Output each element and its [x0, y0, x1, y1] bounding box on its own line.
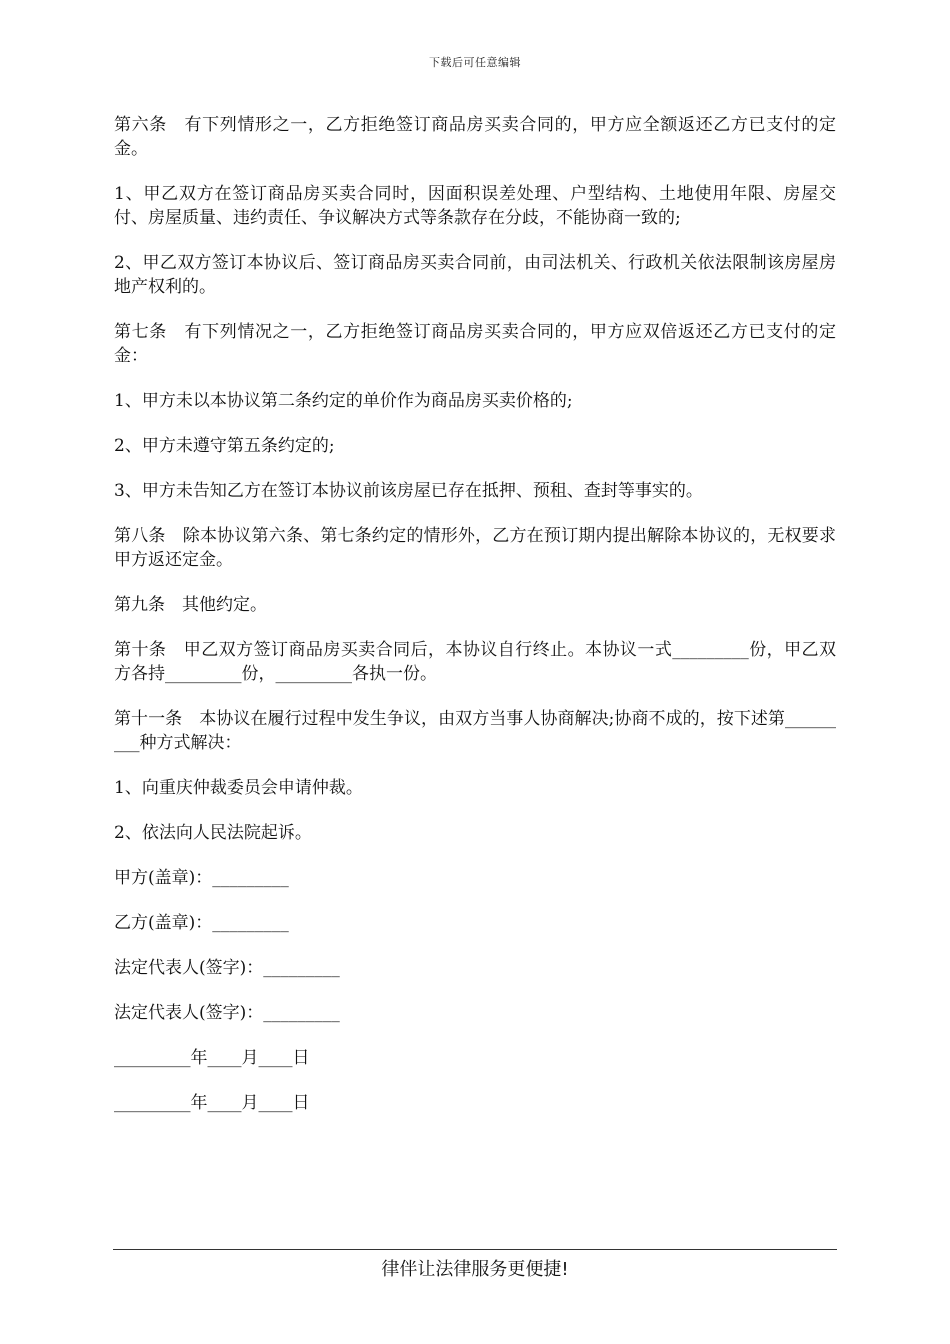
footer-slogan: 律伴让法律服务更便捷!: [381, 1259, 569, 1280]
footer-divider: [113, 1249, 837, 1250]
document-body: [114, 113, 836, 1136]
article-7-item-1: 1、甲方未以本协议第二条约定的单价作为商品房买卖价格的;: [114, 391, 573, 411]
article-7-paragraph: 第七条 有下列情况之一，乙方拒绝签订商品房买卖合同的，甲方应双倍返还乙方已支付的定金：: [114, 322, 836, 366]
legal-rep-signature-line-2: 法定代表人(签字)：_________: [114, 1003, 340, 1023]
article-10-paragraph: 第十条 甲乙双方签订商品房买卖合同后，本协议自行终止。本协议一式_________份，甲乙双方各持_________份，_________各执一份。: [114, 640, 836, 684]
date-line-2: _________年____月____日: [114, 1093, 310, 1113]
article-6-paragraph: 第六条 有下列情形之一，乙方拒绝签订商品房买卖合同的，甲方应全额返还乙方已支付的定金。: [114, 115, 836, 159]
article-8-paragraph: 第八条 除本协议第六条、第七条约定的情形外，乙方在预订期内提出解除本协议的，无权要求甲方返还定金。: [114, 526, 836, 570]
party-b-seal-line: 乙方(盖章)：_________: [114, 913, 289, 933]
date-line-1: _________年____月____日: [114, 1048, 310, 1068]
article-11-paragraph: 第十一条 本协议在履行过程中发生争议，由双方当事人协商解决;协商不成的，按下述第_________种方式解决：: [114, 709, 836, 753]
party-a-seal-line: 甲方(盖章)：_________: [114, 868, 289, 888]
article-6-item-2: 2、甲乙双方签订本协议后、签订商品房买卖合同前，由司法机关、行政机关依法限制该房屋房地产权利的。: [114, 253, 836, 297]
download-note: 下载后可任意编辑: [429, 56, 521, 69]
article-7-item-3: 3、甲方未告知乙方在签订本协议前该房屋已存在抵押、预租、查封等事实的。: [114, 481, 703, 501]
legal-rep-signature-line-1: 法定代表人(签字)：_________: [114, 958, 340, 978]
article-6-item-1: 1、甲乙双方在签订商品房买卖合同时，因面积误差处理、户型结构、土地使用年限、房屋交付、房屋质量、违约责任、争议解决方式等条款存在分歧，不能协商一致的;: [114, 184, 836, 228]
article-11-item-1: 1、向重庆仲裁委员会申请仲裁。: [114, 778, 363, 798]
article-9-paragraph: 第九条 其他约定。: [114, 595, 267, 615]
article-7-item-2: 2、甲方未遵守第五条约定的;: [114, 436, 335, 456]
article-11-item-2: 2、依法向人民法院起诉。: [114, 823, 312, 843]
